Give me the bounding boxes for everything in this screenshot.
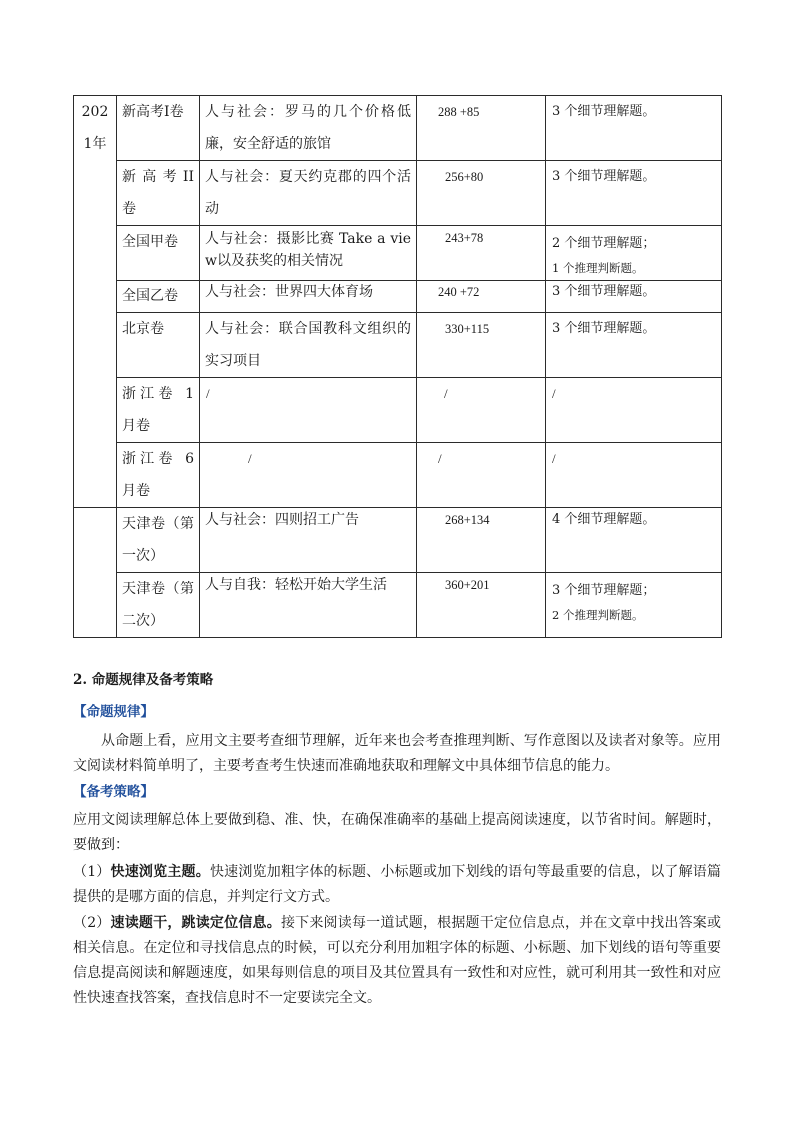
exam-analysis-table	[73, 95, 722, 638]
word-count: 330+115	[445, 322, 490, 336]
step-text: 接下来阅读每一道试题，根据题干定位信息点，并在文章中找出答案或相关信息。在定位和寻找信息点的时候，可以充分利用加粗字体的标题、小标题、加下划线的语句等重要信息提高阅读和解题速度，如果每则信息的项目及其位置具有一致性和对应性，就可利用其一致性和对应性快速查找答案，查找信息时不一定要读完全文。	[73, 915, 721, 1006]
rule-paragraph: 从命题上看，应用文主要考查细节理解，近年来也会考查推理判断、写作意图以及读者对象等。应用文阅读材料简单明了，主要考查考生快速而准确地获取和理解文中具体细节信息的能力。	[73, 733, 721, 774]
question-types	[546, 573, 721, 627]
word-count: 240 +72	[438, 285, 480, 299]
question-types: 4 个细节理解题。	[552, 512, 656, 527]
question-type-line: 2 个细节理解题；	[552, 236, 656, 251]
table-row	[74, 443, 722, 508]
table-row	[74, 313, 722, 378]
table-row	[74, 226, 722, 281]
word-count: 268+134	[445, 513, 490, 527]
strategy-step-2	[73, 911, 721, 1011]
word-count: /	[438, 451, 442, 466]
strategy-intro: 应用文阅读理解总体上要做到稳、准、快，在确保准确率的基础上提高阅读速度，以节省时间。解题时，要做到：	[73, 812, 721, 853]
rule-heading: 【命题规律】	[73, 704, 154, 720]
paper-name: 全国乙卷	[122, 288, 178, 304]
step-heading: 速读题干，跳读定位信息。	[110, 915, 281, 931]
paper-name: 天津卷（第一次）	[122, 516, 194, 564]
paper-name: 新 高 考 II 卷	[122, 169, 194, 217]
strategy-heading: 【备考策略】	[73, 784, 154, 800]
topic-text: /	[248, 451, 252, 466]
table-row	[74, 161, 722, 226]
question-type-line: 3 个细节理解题；	[552, 583, 656, 598]
strategy-step-1	[73, 860, 721, 910]
question-types: 3 个细节理解题。	[552, 169, 656, 184]
table-row	[74, 281, 722, 313]
paper-name: 北京卷	[122, 321, 164, 337]
step-text: 快速浏览加粗字体的标题、小标题或加下划线的语句等最重要的信息，以了解语篇提供的是哪方面的信息，并判定行文方式。	[73, 864, 721, 905]
word-count: 288 +85	[438, 105, 480, 119]
word-count: /	[444, 386, 448, 401]
topic-text: 人与社会：夏天约克郡的四个活动	[205, 169, 411, 217]
topic-text: 人与社会：摄影比赛 Take a view以及获奖的相关情况	[205, 231, 411, 269]
table-row	[74, 573, 722, 638]
step-number: （1）	[73, 864, 111, 880]
topic-text: 人与社会：四则招工广告	[205, 512, 359, 528]
year-cell	[74, 96, 117, 508]
topic-text: /	[206, 386, 210, 401]
question-types: /	[552, 451, 556, 466]
word-count: 360+201	[445, 578, 490, 592]
step-number: （2）	[73, 915, 111, 931]
paper-name: 浙江卷 1 月卷	[122, 386, 194, 434]
paper-name: 浙江卷 6 月卷	[122, 451, 194, 499]
topic-text: 人与社会：联合国教科文组织的实习项目	[205, 321, 411, 369]
table-row	[74, 508, 722, 573]
question-types: /	[552, 386, 556, 401]
year-text: 2021年	[81, 104, 109, 152]
step-heading: 快速浏览主题。	[110, 864, 210, 880]
question-types: 3 个细节理解题。	[552, 321, 656, 336]
table-row	[74, 96, 722, 161]
question-types: 3 个细节理解题。	[552, 284, 656, 299]
year-cell-empty	[74, 508, 117, 638]
topic-text: 人与社会：世界四大体育场	[205, 284, 373, 300]
paper-name: 天津卷（第二次）	[122, 581, 194, 629]
table-row	[74, 378, 722, 443]
word-count: 256+80	[445, 170, 484, 184]
paper-name: 新高考Ⅰ卷	[122, 104, 184, 120]
topic-text: 人与自我：轻松开始大学生活	[205, 577, 387, 593]
section-title: 2. 命题规律及备考策略	[73, 672, 214, 688]
question-types: 3 个细节理解题。	[552, 104, 656, 119]
paper-name: 全国甲卷	[122, 234, 178, 250]
question-types	[546, 226, 721, 280]
question-type-line: 1 个推理判断题。	[552, 261, 644, 275]
word-count: 243+78	[445, 231, 484, 245]
topic-text: 人与社会：罗马的几个价格低廉，安全舒适的旅馆	[205, 104, 411, 152]
question-type-line: 2 个推理判断题。	[552, 608, 644, 622]
